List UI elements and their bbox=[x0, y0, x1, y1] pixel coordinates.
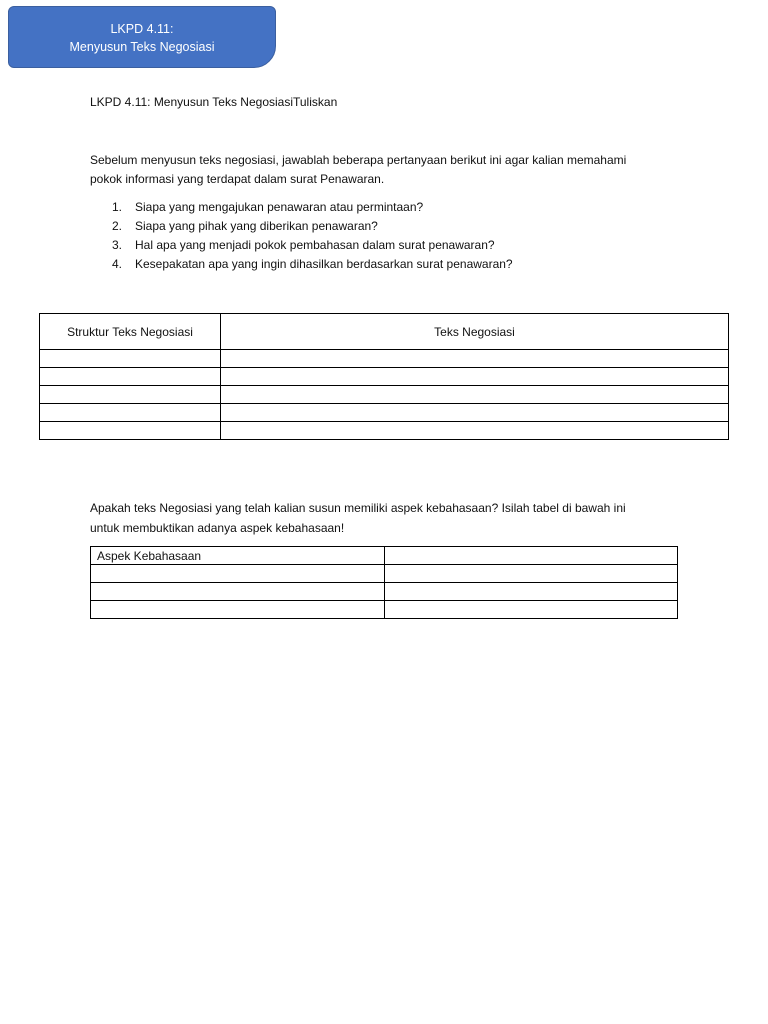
question-text: Hal apa yang menjadi pokok pembahasan dalam surat penawaran? bbox=[135, 238, 495, 252]
table-header-row bbox=[40, 314, 729, 350]
table-cell[interactable] bbox=[40, 350, 221, 368]
question-item bbox=[112, 198, 513, 217]
table-row bbox=[40, 404, 729, 422]
table-cell[interactable] bbox=[221, 350, 729, 368]
table-cell[interactable] bbox=[221, 386, 729, 404]
header-line-1: LKPD 4.11: bbox=[110, 22, 174, 36]
header-teks: Teks Negosiasi bbox=[221, 314, 729, 350]
table-cell[interactable] bbox=[40, 422, 221, 440]
table-cell[interactable] bbox=[221, 368, 729, 386]
table-cell[interactable] bbox=[384, 601, 678, 619]
table-cell[interactable] bbox=[221, 422, 729, 440]
table-row bbox=[40, 422, 729, 440]
table-cell[interactable] bbox=[91, 565, 385, 583]
table-cell[interactable] bbox=[40, 368, 221, 386]
question-item bbox=[112, 217, 513, 236]
question-number: 2. bbox=[112, 219, 123, 233]
table-cell[interactable] bbox=[384, 547, 678, 565]
document-title: LKPD 4.11: Menyusun Teks NegosiasiTuliskan bbox=[90, 95, 338, 109]
table-cell[interactable] bbox=[91, 583, 385, 601]
table-cell[interactable] bbox=[91, 601, 385, 619]
question-number: 4. bbox=[112, 257, 123, 271]
table-row bbox=[40, 350, 729, 368]
table-cell[interactable] bbox=[40, 386, 221, 404]
header-badge bbox=[8, 6, 276, 68]
table-row bbox=[40, 368, 729, 386]
intro-line-1: Sebelum menyusun teks negosiasi, jawablah beberapa pertanyaan berikut ini agar kalian memahami bbox=[90, 153, 627, 167]
table-cell[interactable] bbox=[384, 565, 678, 583]
instruction-line-1: Apakah teks Negosiasi yang telah kalian susun memiliki aspek kebahasaan? Isilah tabel di bawah ini bbox=[90, 501, 626, 515]
instruction-paragraph bbox=[90, 498, 626, 538]
header-aspek: Aspek Kebahasaan bbox=[91, 547, 385, 565]
question-text: Siapa yang mengajukan penawaran atau permintaan? bbox=[135, 200, 424, 214]
question-item bbox=[112, 255, 513, 274]
question-number: 1. bbox=[112, 200, 123, 214]
table-cell[interactable] bbox=[40, 404, 221, 422]
table-row bbox=[91, 583, 678, 601]
header-struktur: Struktur Teks Negosiasi bbox=[40, 314, 221, 350]
table-row bbox=[91, 565, 678, 583]
intro-line-2: pokok informasi yang terdapat dalam surat Penawaran. bbox=[90, 172, 385, 186]
table-row bbox=[40, 386, 729, 404]
table-row bbox=[91, 601, 678, 619]
question-text: Siapa yang pihak yang diberikan penawaran? bbox=[135, 219, 378, 233]
struktur-table bbox=[39, 313, 729, 440]
table-cell[interactable] bbox=[221, 404, 729, 422]
question-list bbox=[112, 198, 513, 274]
table-header-row bbox=[91, 547, 678, 565]
question-item bbox=[112, 236, 513, 255]
intro-paragraph bbox=[90, 151, 690, 189]
header-line-2: Menyusun Teks Negosiasi bbox=[69, 40, 215, 54]
table-cell[interactable] bbox=[384, 583, 678, 601]
instruction-line-2: untuk membuktikan adanya aspek kebahasaan! bbox=[90, 521, 345, 535]
aspek-table bbox=[90, 546, 678, 619]
question-number: 3. bbox=[112, 238, 123, 252]
question-text: Kesepakatan apa yang ingin dihasilkan berdasarkan surat penawaran? bbox=[135, 257, 513, 271]
